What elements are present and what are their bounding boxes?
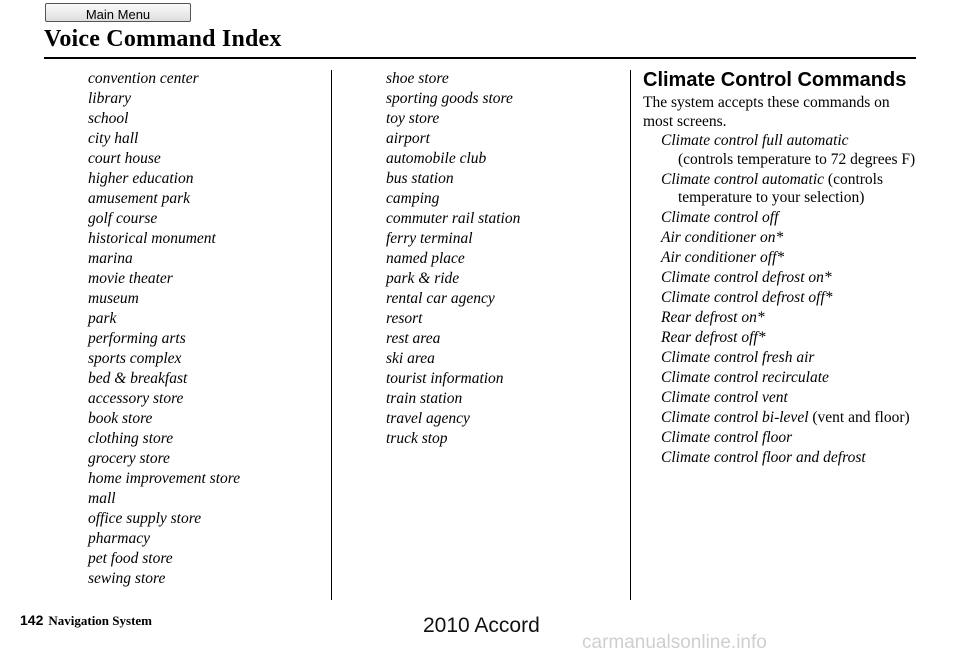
list-item: truck stop	[386, 430, 448, 447]
command-text: Climate control fresh air	[661, 349, 815, 366]
list-item: bed & breakfast	[88, 370, 188, 387]
list-item: book store	[88, 410, 153, 427]
list-item: amusement park	[88, 190, 191, 207]
page-number: 142	[20, 612, 44, 628]
list-item: automobile club	[386, 150, 487, 167]
list-item: office supply store	[88, 510, 202, 527]
command-text: Climate control recirculate	[661, 369, 829, 386]
climate-command-item	[643, 369, 923, 388]
section-name: Navigation System	[48, 613, 152, 628]
list-item: accessory store	[88, 390, 184, 407]
list-item: sporting goods store	[386, 90, 513, 107]
climate-command-item	[643, 449, 923, 468]
climate-command-item	[643, 409, 923, 428]
main-menu-button[interactable]: Main Menu	[45, 3, 191, 22]
list-item: court house	[88, 150, 161, 167]
list-item: resort	[386, 310, 423, 327]
list-item: museum	[88, 290, 139, 307]
list-item: park	[88, 310, 117, 327]
climate-command-list	[643, 132, 923, 468]
list-item: library	[88, 90, 132, 107]
page-footer	[20, 612, 152, 629]
command-note: (controls temperature to 72 degrees F)	[678, 150, 916, 168]
list-item: park & ride	[386, 270, 460, 287]
command-text: Climate control vent	[661, 389, 788, 406]
climate-command-item	[643, 171, 923, 208]
command-text: Climate control defrost off*	[661, 289, 833, 306]
climate-command-item	[643, 389, 923, 408]
list-item: rental car agency	[386, 290, 495, 307]
list-item: historical monument	[88, 230, 216, 247]
command-text: Climate control automatic	[661, 170, 825, 188]
list-item: grocery store	[88, 450, 170, 467]
list-item: commuter rail station	[386, 210, 521, 227]
list-item: travel agency	[386, 410, 470, 427]
list-item: ferry terminal	[386, 230, 473, 247]
command-text: Climate control floor and defrost	[661, 449, 866, 466]
climate-command-item	[643, 132, 923, 169]
column-divider	[630, 70, 631, 600]
climate-command-item	[643, 269, 923, 288]
list-item: bus station	[386, 170, 454, 187]
climate-command-item	[643, 289, 923, 308]
list-item: city hall	[88, 130, 139, 147]
list-item: airport	[386, 130, 430, 147]
list-item: movie theater	[88, 270, 173, 287]
list-item: mall	[88, 490, 116, 507]
command-text: Climate control floor	[661, 429, 793, 446]
command-text: Climate control bi-level	[661, 409, 809, 426]
list-item: golf course	[88, 210, 158, 227]
climate-command-item	[643, 229, 923, 248]
list-item: higher education	[88, 170, 194, 187]
climate-command-item	[643, 429, 923, 448]
list-item: named place	[386, 250, 465, 267]
command-list-column-1	[88, 69, 240, 589]
model-label: 2010 Accord	[423, 614, 540, 637]
climate-command-item	[643, 209, 923, 228]
list-item: school	[88, 110, 129, 127]
list-item: performing arts	[88, 330, 186, 347]
list-item: convention center	[88, 70, 199, 87]
column-divider	[331, 70, 332, 600]
page-title: Voice Command Index	[44, 26, 282, 52]
list-item: clothing store	[88, 430, 174, 447]
list-item: home improvement store	[88, 470, 241, 487]
climate-command-item	[643, 309, 923, 328]
command-text: Climate control defrost on*	[661, 269, 832, 286]
list-item: toy store	[386, 110, 440, 127]
watermark: carmanualsonline.info	[582, 632, 767, 653]
list-item: pharmacy	[88, 530, 150, 547]
list-item: sports complex	[88, 350, 182, 367]
list-item: sewing store	[88, 570, 166, 587]
list-item: marina	[88, 250, 133, 267]
command-text: Air conditioner on*	[661, 229, 784, 246]
command-text: Rear defrost on*	[661, 309, 765, 326]
command-note: (controls temperature to your selection)	[678, 170, 884, 206]
command-text: Air conditioner off*	[661, 249, 785, 266]
list-item: rest area	[386, 330, 441, 347]
list-item: pet food store	[88, 550, 173, 567]
title-divider	[44, 57, 916, 59]
list-item: camping	[386, 190, 440, 207]
command-note: (vent and floor)	[812, 409, 910, 426]
list-item: train station	[386, 390, 463, 407]
section-heading: Climate Control Commands	[643, 69, 907, 91]
climate-command-item	[643, 329, 923, 348]
command-text: Rear defrost off*	[661, 329, 766, 346]
list-item: ski area	[386, 350, 435, 367]
climate-control-section	[643, 68, 923, 469]
climate-command-item	[643, 249, 923, 268]
command-text: Climate control full automatic	[661, 132, 849, 149]
climate-command-item	[643, 349, 923, 368]
section-intro: The system accepts these commands on most screens.	[643, 94, 890, 130]
list-item: shoe store	[386, 70, 449, 87]
command-text: Climate control off	[661, 209, 779, 226]
command-list-column-2	[386, 69, 520, 449]
list-item: tourist information	[386, 370, 504, 387]
